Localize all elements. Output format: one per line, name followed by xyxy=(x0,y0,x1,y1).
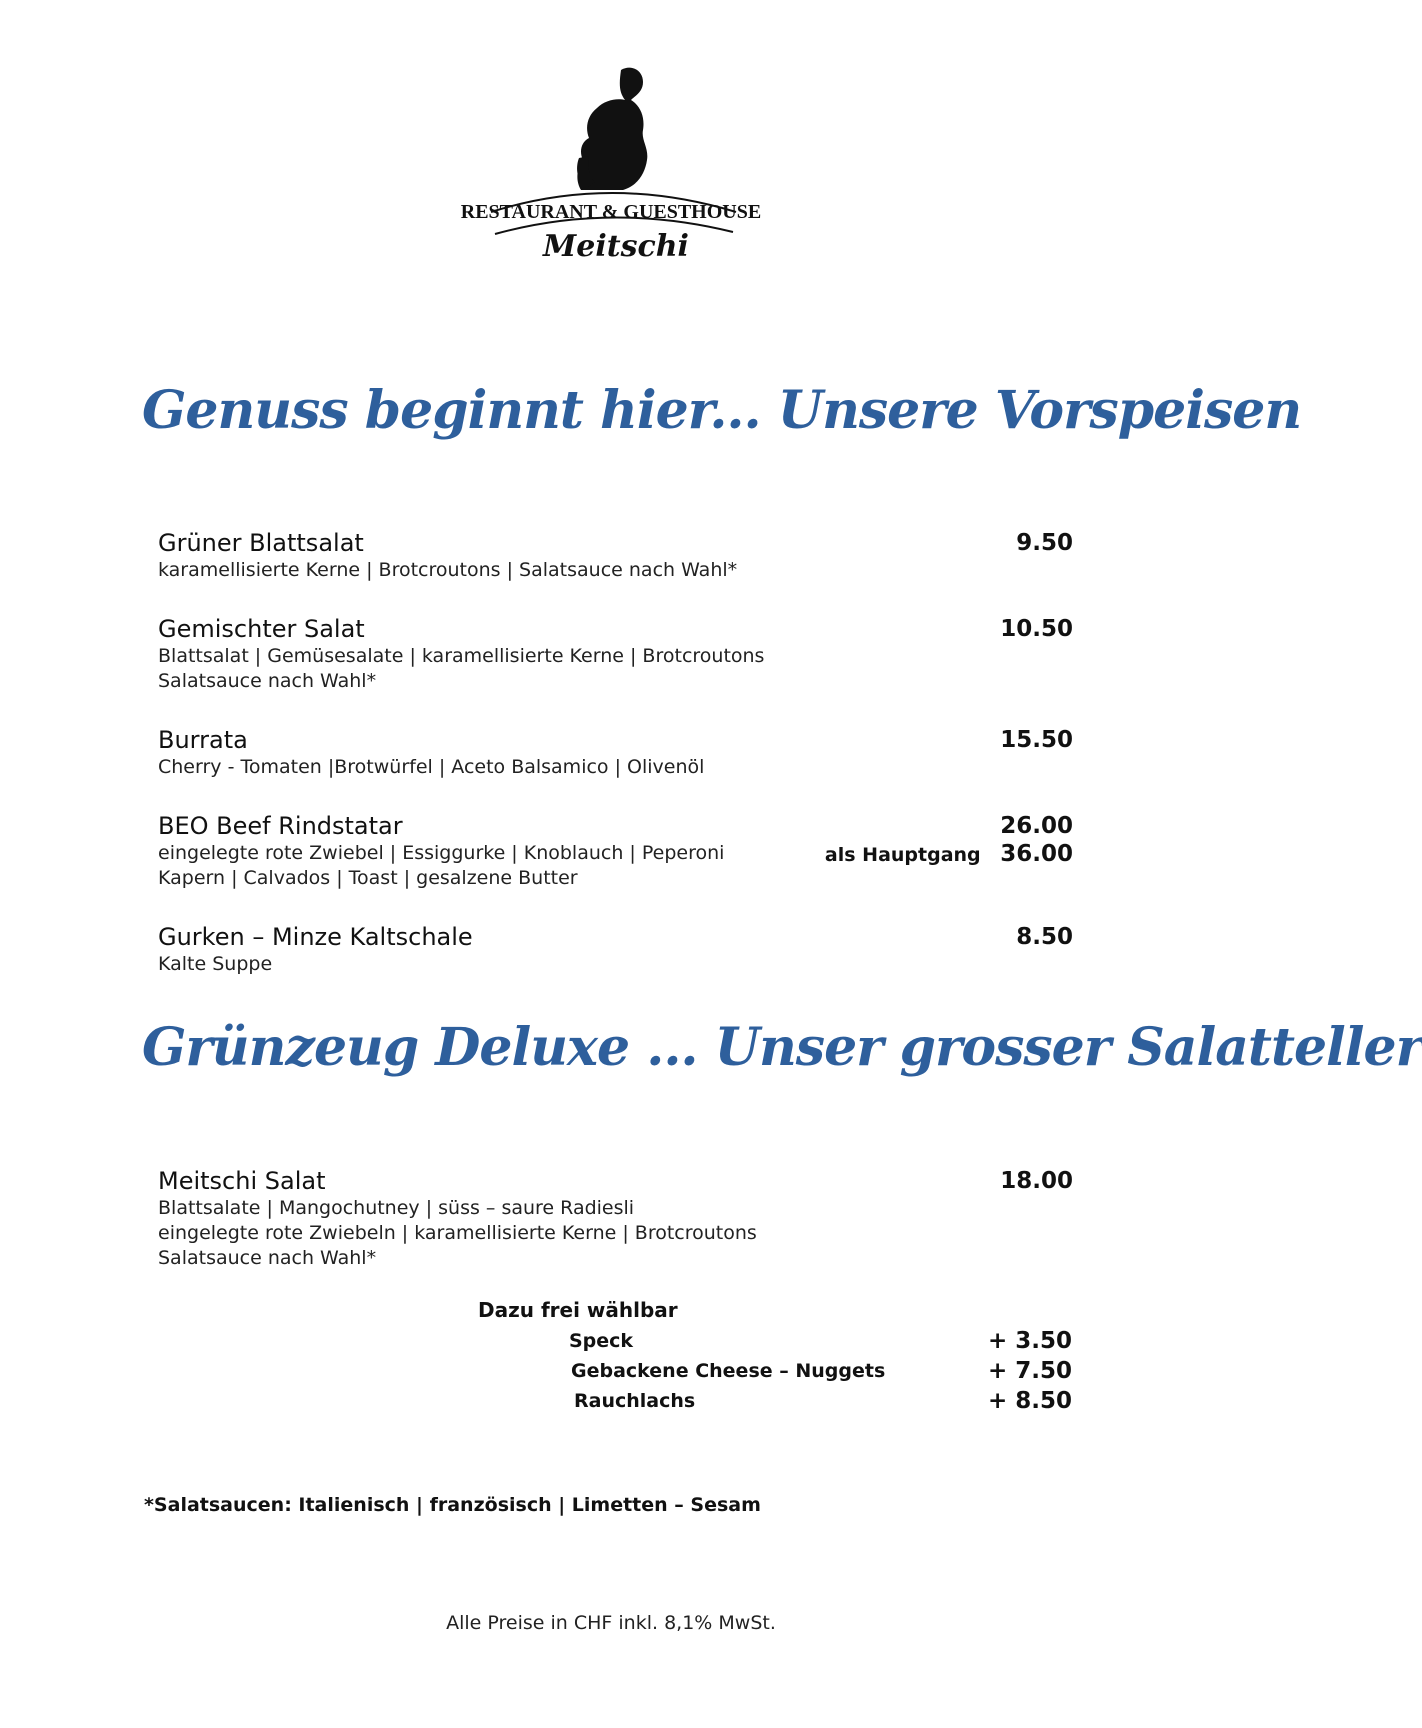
woman-silhouette-icon xyxy=(451,62,771,262)
item-desc: karamellisierte Kerne | Brotcroutons | Salatsauce nach Wahl* xyxy=(158,559,738,581)
item-desc: Kalte Suppe xyxy=(158,953,273,975)
section-title-salatteller: Grünzeug Deluxe ... Unser grosser Salatteller xyxy=(142,1017,1422,1078)
extra-price: + 8.50 xyxy=(987,1388,1072,1414)
extra-label: Speck xyxy=(569,1330,634,1352)
item-price: 18.00 xyxy=(1000,1168,1073,1194)
logo-line2: Meitschi xyxy=(543,229,689,264)
item-desc: Blattsalate | Mangochutney | süss – saure Radiesli xyxy=(158,1197,635,1219)
item-name: Gurken – Minze Kaltschale xyxy=(158,923,473,951)
menu-item xyxy=(158,725,1073,780)
item-desc: Cherry - Tomaten |Brotwürfel | Aceto Balsamico | Olivenöl xyxy=(158,756,705,778)
extra-label: Gebackene Cheese – Nuggets xyxy=(571,1360,886,1382)
item-desc: eingelegte rote Zwiebeln | karamellisierte Kerne | Brotcroutons xyxy=(158,1222,757,1244)
menu-item xyxy=(158,922,1073,977)
extras-title: Dazu frei wählbar xyxy=(478,1298,678,1322)
item-desc: Salatsauce nach Wahl* xyxy=(158,1247,377,1269)
extra-price: + 7.50 xyxy=(987,1358,1072,1384)
item-name: Gemischter Salat xyxy=(158,615,365,643)
main-course-price xyxy=(825,841,1073,867)
restaurant-logo xyxy=(0,62,1222,262)
extra-item xyxy=(0,1388,1072,1418)
item-desc: Blattsalat | Gemüsesalate | karamellisierte Kerne | Brotcroutons xyxy=(158,645,765,667)
logo-line1: RESTAURANT & GUESTHOUSE xyxy=(460,201,762,223)
extra-price: + 3.50 xyxy=(987,1328,1072,1354)
dressing-footnote: *Salatsaucen: Italienisch | französisch | Limetten – Sesam xyxy=(144,1494,761,1516)
item-price: 8.50 xyxy=(1016,924,1073,950)
extra-item xyxy=(0,1358,1072,1388)
vat-note: Alle Preise in CHF inkl. 8,1% MwSt. xyxy=(446,1612,776,1634)
menu-item xyxy=(158,614,1073,694)
menu-item xyxy=(158,528,1073,583)
menu-item xyxy=(158,811,1073,891)
extra-label: Rauchlachs xyxy=(574,1390,696,1412)
item-name: Meitschi Salat xyxy=(158,1167,326,1195)
item-desc: Salatsauce nach Wahl* xyxy=(158,670,377,692)
item-price: 9.50 xyxy=(1016,530,1073,556)
section-title-vorspeisen: Genuss beginnt hier... Unsere Vorspeisen xyxy=(142,380,1302,441)
item-name: Burrata xyxy=(158,726,248,754)
main-course-value: 36.00 xyxy=(1000,841,1073,867)
item-name: Grüner Blattsalat xyxy=(158,529,364,557)
item-desc: eingelegte rote Zwiebel | Essiggurke | Knoblauch | Peperoni xyxy=(158,842,725,864)
extra-item xyxy=(0,1328,1072,1358)
item-price: 10.50 xyxy=(1000,616,1073,642)
main-course-label: als Hauptgang xyxy=(824,844,981,866)
menu-item xyxy=(158,1166,1073,1271)
item-name: BEO Beef Rindstatar xyxy=(158,812,403,840)
item-price: 15.50 xyxy=(1000,727,1073,753)
item-price: 26.00 xyxy=(1000,813,1073,839)
item-desc: Kapern | Calvados | Toast | gesalzene Butter xyxy=(158,867,578,889)
